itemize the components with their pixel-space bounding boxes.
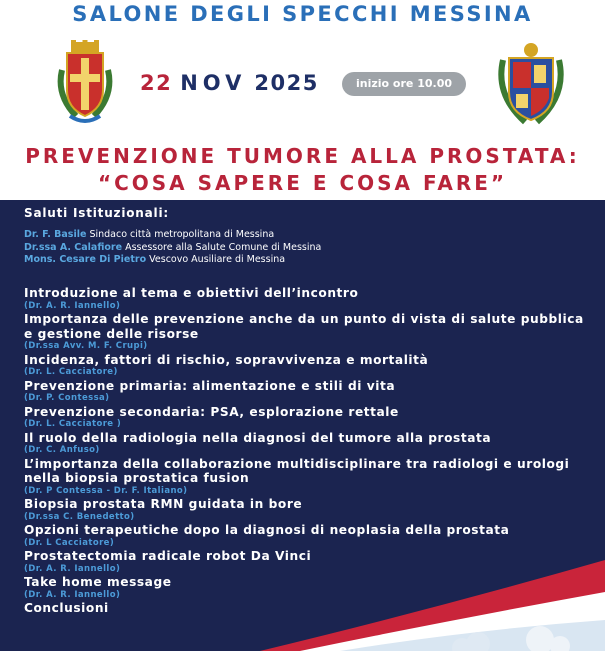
guest-row: Mons. Cesare Di Pietro Vescovo Ausiliare di Messina (24, 254, 286, 265)
date-month: NOV (180, 71, 247, 95)
agenda-item: Take home message (Dr. A. R. Iannello) (24, 575, 172, 600)
saluti-heading: Saluti Istituzionali: (24, 206, 169, 220)
agenda-item: Opzioni terapeutiche dopo la diagnosi di neoplasia della prostata (Dr. L Cacciatore) (24, 523, 510, 548)
guest-row: Dr.ssa A. Calafiore Assessore alla Salute Comune di Messina (24, 241, 322, 253)
agenda-item: Incidenza, fattori di rischio, sopravvivenza e mortalità (Dr. L. Cacciatore) (24, 352, 429, 377)
guest-list (24, 229, 321, 267)
agenda-item: Prevenzione secondaria: PSA, esplorazione rettale (Dr. L. Cacciatore ) (24, 404, 399, 429)
date-day: 22 (140, 71, 173, 95)
agenda-item: Prostatectomia radicale robot Da Vinci (Dr. A. R. Iannello) (24, 549, 312, 574)
event-title-line-2: “COSA SAPERE E COSA FARE” (97, 171, 508, 195)
event-title-line-1: PREVENZIONE TUMORE ALLA PROSTATA: (25, 144, 580, 168)
messina-city-crest-icon (54, 40, 116, 128)
messina-province-crest-icon (495, 40, 567, 128)
agenda-item: Prevenzione primaria: alimentazione e stili di vita (Dr. P. Contessa) (24, 378, 396, 403)
agenda-item: Conclusioni (24, 601, 109, 615)
start-time-badge: inizio ore 10.00 (342, 72, 466, 96)
venue-title: SALONE DEGLI SPECCHI MESSINA (72, 2, 533, 26)
date-year: 2025 (254, 71, 319, 95)
event-date (140, 71, 319, 95)
agenda-item: Importanza delle prevenzione anche da un punto di vista di salute pubblica e gestione delle risorse (Dr.ssa Avv. M. F. Crupi) (24, 312, 584, 351)
program-panel (0, 200, 605, 651)
agenda-item: Introduzione al tema e obiettivi dell’incontro (Dr. A. R. Iannello) (24, 286, 359, 311)
agenda-item: Biopsia prostata RMN guidata in bore (Dr.ssa C. Benedetto) (24, 497, 303, 522)
guest-row: Dr. F. Basile Sindaco città metropolitana di Messina (24, 229, 275, 240)
agenda-item: L’importanza della collaborazione multidisciplinare tra radiologi e urologi nella biopsia prostatica fusion (Dr. P Contessa - Dr. F. Italiano) (24, 456, 570, 496)
agenda-list (24, 286, 589, 616)
event-title (0, 143, 605, 197)
agenda-item: Il ruolo della radiologia nella diagnosi del tumore alla prostata (Dr. C. Anfuso) (24, 430, 492, 455)
